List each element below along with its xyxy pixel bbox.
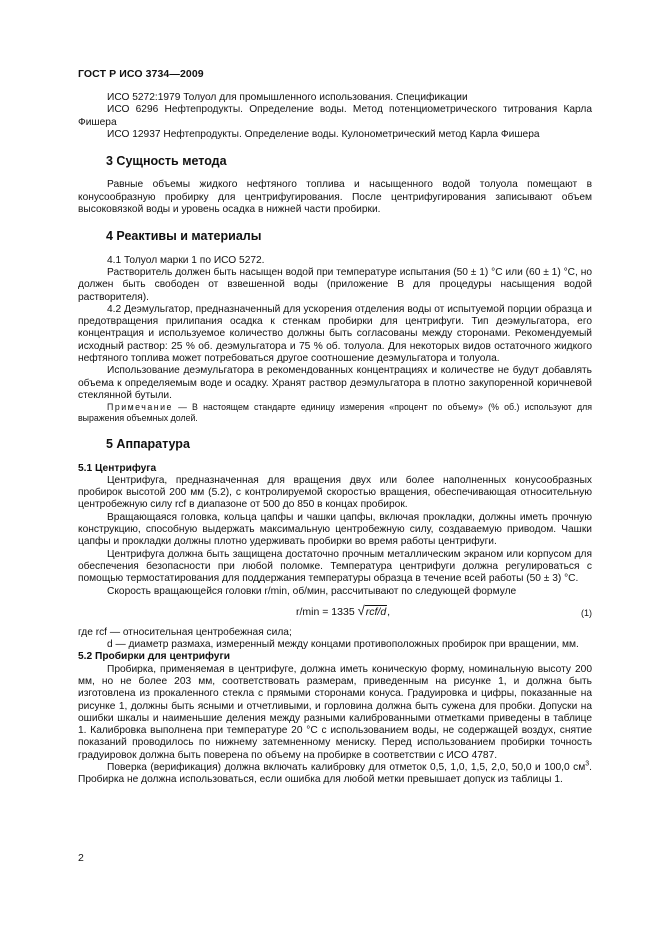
clause-5-1-p3: Центрифуга должна быть защищена достаточно прочным металлическим экраном или корпусом для обеспечения безопасности при любой поломке. Температура центрифуги должна регулироваться с помощью термостатирования для поддержания температуры образца в течение всей работы (50 ± 3) °С.	[78, 548, 592, 585]
where-d: d — диаметр размаха, измеренный между концами противоположных пробирок при вращении, мм.	[107, 639, 579, 651]
sqrt-icon: √	[357, 602, 365, 618]
formula-radicand: rcf/d	[365, 605, 387, 618]
page-content	[78, 92, 592, 787]
clause-5-2-title: 5.2 Пробирки для центрифуги	[78, 651, 230, 663]
reference-iso-12937: ИСО 12937 Нефтепродукты. Определение воды. Кулонометрический метод Карла Фишера	[107, 128, 540, 140]
section-4-title: 4 Реактивы и материалы	[106, 229, 262, 244]
where-rcf: где rcf — относительная центробежная сила;	[78, 626, 292, 638]
verification-end: . Пробирка не должна использоваться, если ошибка для любой метки превышает допуск из таблицы 1.	[78, 762, 592, 786]
section-3-text: Равные объемы жидкого нефтяного топлива и насыщенного водой толуола помещают в конусообразную пробирку для центрифугирования. После центрифугирования записывают объем высоковязкой воды и уровень осадка в нижней части пробирки.	[78, 179, 592, 216]
clause-5-2-p1: Пробирка, применяемая в центрифуге, должна иметь коническую форму, номинальную высоту 200 мм, но не более 203 мм, соответствовать размерам, приведенным на рисунке 1, и должна быть изготовлена из прокаленного стекла с прямыми сторонами конуса. Градуировка и цифры, показанные на рисунке 1, должны быть ясными и отчетливыми, и горловина должна быть сужена для пробки. Допуски на ошибки шкалы и наименьшие деления между разными калиброванными отметками приведены в таблице 1. Калибровка выполнена при температуре 20 °С с использованием воды, не содержащей воздух, снятие показаний проводилось по нижнему затемненному мениску. Перед использованием пробирки точность градуировок должна быть поверена по объему на пробирке в соответствии с ИСО 4787.	[78, 663, 592, 761]
section-5-title: 5 Аппаратура	[106, 437, 190, 452]
note	[78, 402, 592, 424]
clause-4-2-text: Использование деэмульгатора в рекомендованных концентрациях и количестве не будут добавлять объема к определяемым воде и осадку. Хранят раствор деэмульгатора в плотно закупоренной коричневой стеклянной бутыли.	[78, 365, 592, 401]
clause-4-1: 4.1 Толуол марки 1 по ИСО 5272.	[107, 254, 265, 266]
clause-4-2: 4.2 Деэмульгатор, предназначенный для ускорения отделения воды от испытуемой порции образца и предотвращения прилипания осадка к стенкам пробирки для центрифуги. Тип деэмульгатора, его концентрация и используемое количество должны быть согласованы между сторонами. Рекомендуемый исходный раствор: 25 % об. деэмульгатора и 75 % об. толуола. Для некоторых видов остаточного жидкого нефтяного топлива может потребоваться другое соотношение деэмульгатора и толуола.	[78, 303, 592, 365]
clause-4-1-text: Растворитель должен быть насыщен водой при температуре испытания (50 ± 1) °С или (60 ± 1) °С, но должен быть свободен от взвешенной воды (приложение В для процедуры насыщения водой растворителя).	[78, 266, 592, 303]
clause-5-1-p2: Вращающаяся головка, кольца цапфы и чашки цапфы, включая прокладки, должны иметь прочную конструкцию, способную выдержать максимальную центробежную силу, создаваемую приводом. Чашки цапфы и прокладки должны плотно удерживать пробирки во время работы центрифуги.	[78, 511, 592, 548]
clause-5-1-p4: Скорость вращающейся головки r/min, об/мин, рассчитывают по следующей формуле	[107, 585, 517, 597]
section-3-title: 3 Сущность метода	[106, 154, 227, 169]
reference-iso-5272: ИСО 5272:1979 Толуол для промышленного использования. Спецификации	[107, 92, 468, 103]
clause-5-2-p2	[78, 762, 592, 787]
formula-number: (1)	[581, 607, 592, 618]
page-number: 2	[78, 852, 84, 864]
verification-text: Поверка (верификация) должна включать калибровку для отметок 0,5, 1,0, 1,5, 2,0, 50,0 и 100,0 см	[107, 762, 586, 774]
formula-lhs: r/min = 1335	[296, 605, 355, 618]
formula-expression: r/min = 1335 √rcf/d,	[296, 602, 391, 618]
note-label: Примечание	[107, 402, 173, 413]
clause-5-1-title: 5.1 Центрифуга	[78, 462, 157, 474]
clause-5-1-p1: Центрифуга, предназначенная для вращения двух или более наполненных конусообразных пробирок высотой 200 мм (5.2), с контролируемой скоростью вращения, обеспечивающая относительную центробежную силу rcf в диапазоне от 500 до 850 в концах пробирок.	[78, 474, 592, 511]
reference-iso-6296: ИСО 6296 Нефтепродукты. Определение воды. Метод потенциометрического титрования Карла Фишера	[78, 104, 592, 128]
note-text: — В настоящем стандарте единицу измерения «процент по объему» (% об.) используют для выражения объемных долей.	[78, 402, 592, 424]
cubic-superscript: 3	[585, 760, 590, 768]
document-header: ГОСТ Р ИСО 3734—2009	[78, 68, 204, 80]
formula-1	[78, 600, 592, 624]
